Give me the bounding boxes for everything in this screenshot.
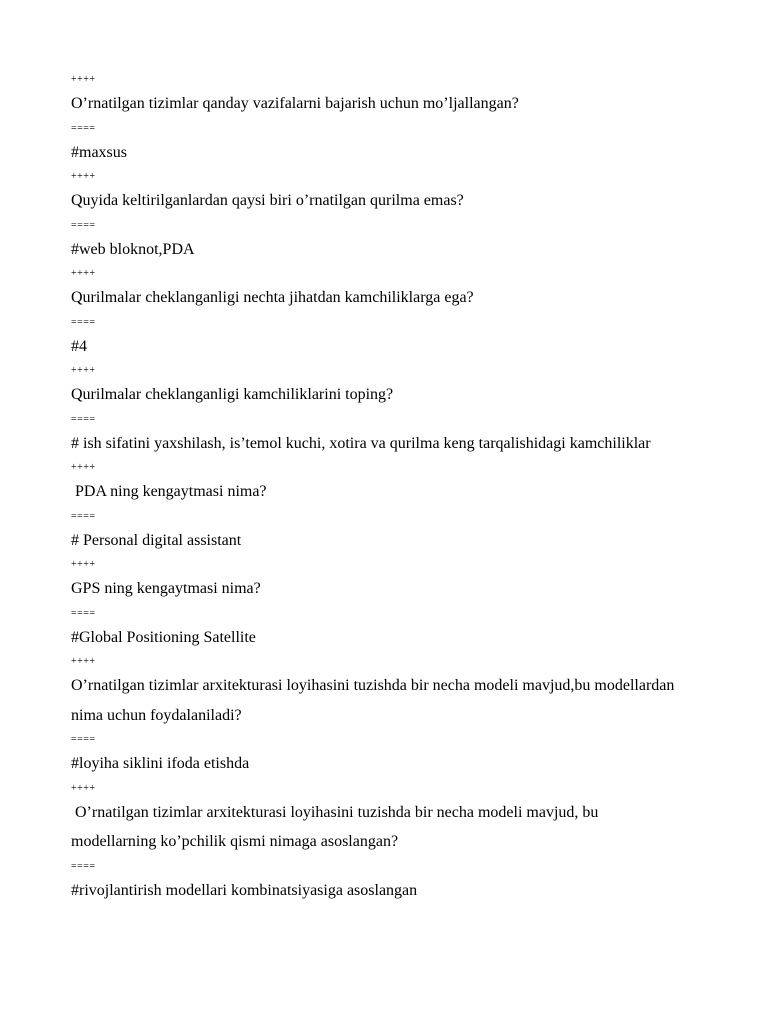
question-text: O’rnatilgan tizimlar qanday vazifalarni bajarish uchun mo’ljallangan? bbox=[71, 95, 519, 112]
answer-text: #rivojlantirish modellari kombinatsiyasiga asoslangan bbox=[71, 881, 418, 899]
qa-item bbox=[71, 652, 681, 779]
qa-item bbox=[71, 458, 681, 555]
answer-text: #4 bbox=[71, 337, 87, 355]
answer-text: #web bloknot,PDA bbox=[71, 240, 195, 258]
answer-text: #maxsus bbox=[71, 143, 127, 161]
answer-separator: ==== bbox=[71, 316, 96, 328]
document-content bbox=[71, 70, 681, 905]
qa-item bbox=[71, 361, 681, 458]
question-separator: ++++ bbox=[71, 462, 96, 473]
answer-text: #loyiha siklini ifoda etishda bbox=[71, 755, 250, 772]
question-text: Qurilmalar cheklanganligi kamchiliklarini toping? bbox=[71, 386, 394, 403]
answer-separator: ==== bbox=[71, 413, 96, 425]
question-text: O’rnatilgan tizimlar arxitekturasi loyihasini tuzishda bir necha modeli mavjud,bu modellardan nima uchun foydalaniladi? bbox=[71, 677, 679, 724]
answer-text: # ish sifatini yaxshilash, is’temol kuchi, xotira va qurilma keng tarqalishidagi kamchiliklar bbox=[71, 434, 651, 452]
qa-item bbox=[71, 264, 681, 361]
answer-separator: ==== bbox=[71, 219, 96, 231]
question-separator: ++++ bbox=[71, 171, 96, 182]
question-separator: ++++ bbox=[71, 268, 96, 279]
question-separator: ++++ bbox=[71, 74, 96, 85]
question-text: O’rnatilgan tizimlar arxitekturasi loyihasini tuzishda bir necha modeli mavjud, bu modellarning ko’pchilik qismi nimaga asoslangan? bbox=[71, 803, 603, 850]
answer-separator: ==== bbox=[71, 510, 96, 522]
question-separator: ++++ bbox=[71, 782, 96, 794]
qa-item bbox=[71, 70, 681, 167]
question-separator: ++++ bbox=[71, 559, 96, 570]
answer-text: # Personal digital assistant bbox=[71, 531, 242, 549]
question-text: GPS ning kengaytmasi nima? bbox=[71, 580, 261, 597]
answer-separator: ==== bbox=[71, 860, 96, 872]
qa-item bbox=[71, 555, 681, 652]
qa-item bbox=[71, 167, 681, 264]
question-text: Quyida keltirilganlardan qaysi biri o’rnatilgan qurilma emas? bbox=[71, 192, 464, 209]
answer-separator: ==== bbox=[71, 607, 96, 619]
question-separator: ++++ bbox=[71, 365, 96, 376]
question-text: Qurilmalar cheklanganligi nechta jihatdan kamchiliklarga ega? bbox=[71, 289, 474, 306]
question-text: PDA ning kengaytmasi nima? bbox=[71, 483, 267, 500]
answer-separator: ==== bbox=[71, 734, 96, 745]
qa-item bbox=[71, 779, 681, 906]
question-separator: ++++ bbox=[71, 656, 96, 667]
answer-separator: ==== bbox=[71, 122, 96, 134]
answer-text: #Global Positioning Satellite bbox=[71, 628, 256, 646]
